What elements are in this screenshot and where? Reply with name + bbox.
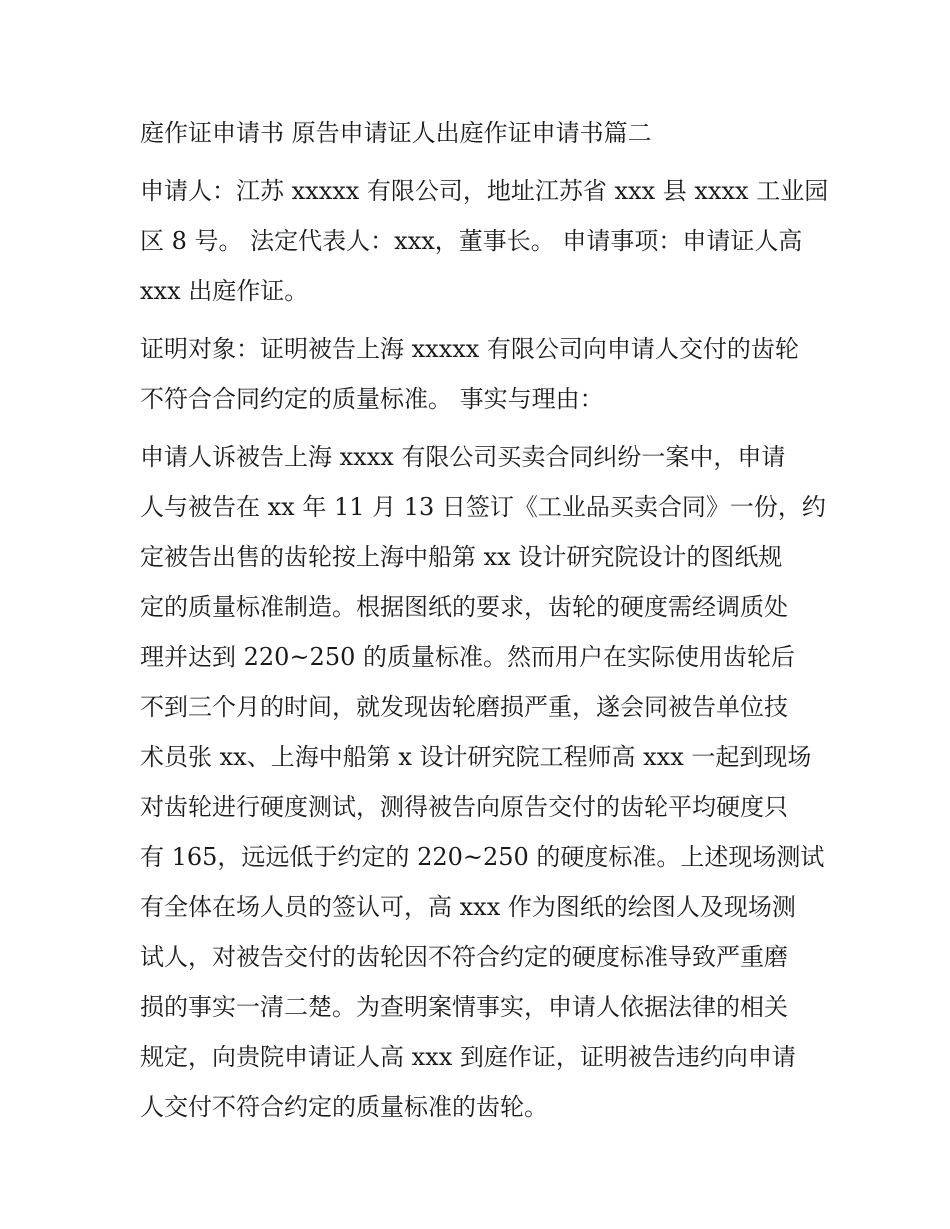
paragraph-line: 人与被告在 xx 年 11 月 13 日签订《工业品买卖合同》一份，约	[140, 493, 826, 521]
paragraph-line: 不符合合同约定的质量标准。 事实与理由：	[140, 385, 604, 413]
paragraph-line: 申请人诉被告上海 xxxx 有限公司买卖合同纠纷一案中，申请	[140, 443, 786, 471]
paragraph-line: 有 165，远远低于约定的 220~250 的硬度标准。上述现场测试	[140, 843, 825, 871]
paragraph-line: 有全体在场人员的签认可，高 xxx 作为图纸的绘图人及现场测	[140, 893, 796, 921]
paragraph-line: 试人，对被告交付的齿轮因不符合约定的硬度标准导致严重磨	[140, 943, 788, 971]
paragraph-line: 损的事实一清二楚。为查明案情事实，申请人依据法律的相关	[140, 993, 788, 1021]
applicant-paragraph	[140, 166, 829, 316]
paragraph-line: 申请人：江苏 xxxxx 有限公司，地址江苏省 xxx 县 xxxx 工业园	[140, 177, 829, 205]
paragraph-line: 定的质量标准制造。根据图纸的要求，齿轮的硬度需经调质处	[140, 593, 788, 621]
facts-paragraph	[140, 432, 826, 1132]
paragraph-line: 理并达到 220~250 的质量标准。然而用户在实际使用齿轮后	[140, 643, 795, 671]
paragraph-line: 术员张 xx、上海中船第 x 设计研究院工程师高 xxx 一起到现场	[140, 743, 812, 771]
paragraph-line: 不到三个月的时间，就发现齿轮磨损严重，遂会同被告单位技	[140, 693, 788, 721]
document-title: 庭作证申请书 原告申请证人出庭作证申请书篇二	[140, 119, 652, 147]
paragraph-line: xxx 出庭作证。	[140, 277, 309, 305]
document-body	[140, 108, 829, 1132]
paragraph-line: 规定，向贵院申请证人高 xxx 到庭作证，证明被告违约向申请	[140, 1043, 796, 1071]
proof-paragraph	[140, 324, 820, 424]
paragraph-line: 定被告出售的齿轮按上海中船第 xx 设计研究院设计的图纸规	[140, 543, 783, 571]
paragraph-line: 区 8 号。 法定代表人：xxx，董事长。 申请事项：申请证人高	[140, 227, 803, 255]
paragraph-line: 证明对象：证明被告上海 xxxxx 有限公司向申请人交付的齿轮	[140, 335, 799, 363]
paragraph-line: 对齿轮进行硬度测试，测得被告向原告交付的齿轮平均硬度只	[140, 793, 788, 821]
paragraph-line: 人交付不符合约定的质量标准的齿轮。	[140, 1093, 548, 1121]
